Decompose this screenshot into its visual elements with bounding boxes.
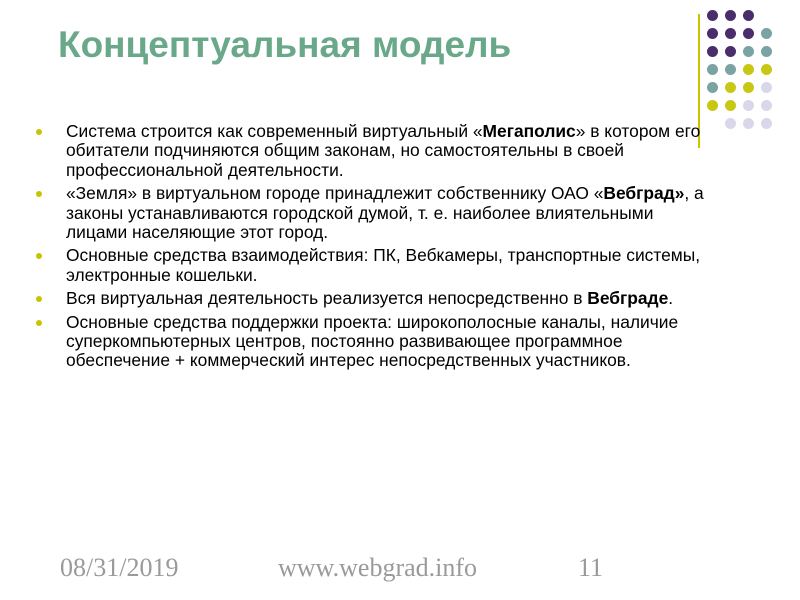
decorative-dot	[725, 46, 736, 57]
bullet-text	[66, 183, 704, 242]
bullet-text-part: «Земля» в виртуальном городе принадлежит собственнику ОАО «	[66, 183, 604, 204]
bullet-text	[66, 121, 700, 180]
bullet-dot-icon	[36, 320, 42, 326]
bullet-dot-icon	[36, 253, 42, 259]
decorative-dot	[743, 64, 754, 75]
decorative-dot	[707, 46, 718, 57]
bullet-item	[36, 246, 704, 285]
bullet-item	[36, 289, 704, 308]
decorative-dot	[725, 28, 736, 39]
bullet-item	[36, 313, 704, 371]
decorative-dot	[743, 82, 754, 93]
decorative-dot	[743, 46, 754, 57]
bullet-dot-icon	[36, 191, 42, 197]
bullet-list	[36, 122, 704, 375]
footer-date: 08/31/2019	[60, 553, 179, 582]
decorative-dot	[761, 100, 772, 111]
bullet-dot-icon	[36, 129, 42, 135]
decorative-dot-grid	[707, 10, 787, 130]
bullet-text-part: , а законы устанавливаются городской думой, т. е. наиболее влиятельными лицами населяющие этот город.	[66, 183, 704, 243]
decorative-dot	[707, 64, 718, 75]
bullet-text-bold: Мегаполис	[482, 121, 576, 141]
decorative-dot	[761, 46, 772, 57]
decorative-dot	[725, 82, 736, 93]
decorative-dot	[707, 10, 718, 21]
bullet-text-part: » в котором его обитатели подчиняются общим законам, но самостоятельны в своей профессиональной деятельности.	[66, 121, 701, 180]
bullet-item	[36, 184, 704, 242]
bullet-dot-icon	[36, 296, 42, 302]
decorative-dot	[707, 82, 718, 93]
bullet-text-part: Система строится как современный виртуальный «	[66, 121, 483, 141]
decorative-dot	[743, 118, 754, 129]
decorative-dot	[761, 118, 772, 129]
decorative-dot	[725, 64, 736, 75]
decorative-dot	[743, 100, 754, 111]
bullet-text-bold: Вебграде	[587, 288, 669, 309]
decorative-dot	[743, 28, 754, 39]
footer-page-number: 11	[578, 553, 604, 582]
bullet-text-part: Основные средства взаимодействия: ПК, Вебкамеры, транспортные системы, электронные кошельки.	[66, 245, 701, 285]
footer-url: www.webgrad.info	[278, 553, 478, 582]
decorative-dot	[725, 10, 736, 21]
decorative-dot	[707, 28, 718, 39]
decorative-dot	[761, 64, 772, 75]
bullet-text	[66, 312, 678, 371]
decorative-dot	[761, 82, 772, 93]
decorative-dot	[761, 28, 772, 39]
bullet-text-part: .	[668, 288, 674, 309]
bullet-text-bold: Вебград»	[603, 183, 685, 204]
decorative-dot	[725, 118, 736, 129]
bullet-text-part: Вся виртуальная деятельность реализуется непосредственно в	[66, 288, 588, 309]
slide-title: Концептуальная модель	[58, 24, 512, 65]
decorative-dot	[725, 100, 736, 111]
bullet-text-part: Основные средства поддержки проекта: широкополосные каналы, наличие суперкомпьютерных центров, постоянно развивающее программное обеспечение + коммерческий интерес непосредственных участников.	[66, 311, 679, 371]
bullet-item	[36, 122, 704, 180]
bullet-text	[66, 288, 673, 308]
decorative-dot	[743, 10, 754, 21]
decorative-dot	[707, 100, 718, 111]
bullet-text	[66, 245, 700, 284]
